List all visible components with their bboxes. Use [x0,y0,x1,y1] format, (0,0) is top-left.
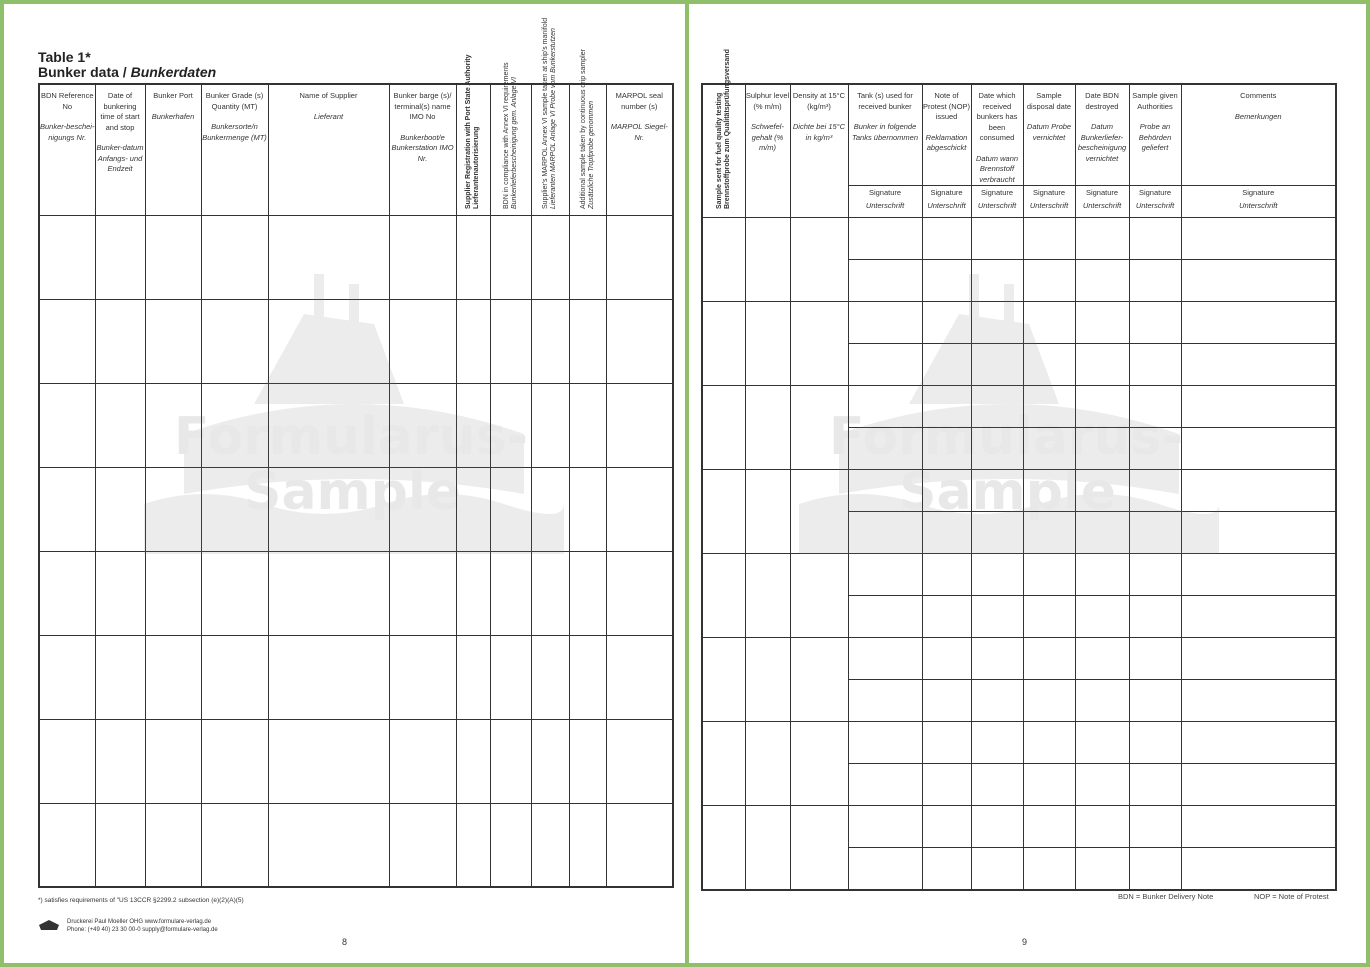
signature-entry-cell[interactable] [971,386,1023,428]
signature-entry-cell[interactable] [1023,428,1075,470]
signature-entry-cell[interactable] [1181,260,1336,302]
signature-entry-cell[interactable] [1129,680,1181,722]
entry-cell[interactable] [702,218,745,302]
watermark-line1: Formularus- [829,407,1184,467]
subtitle-de: Bunkerdaten [130,64,217,80]
entry-cell[interactable] [606,467,673,551]
entry-cell[interactable] [39,803,95,887]
signature-entry-cell[interactable] [1075,260,1129,302]
entry-cell[interactable] [201,803,268,887]
col-bunker-port: Bunker Port Bunkerhafen [145,84,201,215]
table-row [39,551,673,635]
signature-entry-cell[interactable] [848,722,922,764]
signature-entry-cell[interactable] [1181,596,1336,638]
signature-label: Signature Unterschrift [1075,186,1129,218]
signature-label: Signature Unterschrift [922,186,971,218]
col-sulphur-level: Sulphur level (% m/m) Schwefel-gehalt (% m/m) [745,84,790,218]
entry-cell[interactable] [201,467,268,551]
signature-entry-cell[interactable] [848,302,922,344]
signature-entry-cell[interactable] [1181,764,1336,806]
entry-cell[interactable] [490,719,531,803]
signature-label: Signature Unterschrift [1023,186,1075,218]
entry-cell[interactable] [531,215,569,299]
signature-entry-cell[interactable] [971,512,1023,554]
signature-entry-cell[interactable] [971,722,1023,764]
signature-entry-cell[interactable] [1129,596,1181,638]
signature-entry-cell[interactable] [848,512,922,554]
entry-cell[interactable] [790,638,848,722]
signature-entry-cell[interactable] [971,680,1023,722]
publisher-info: Druckerei Paul Moeller OHG www.formulare-verlag.de Phone: (+49 40) 23 30 00-0 supply@formulare-verlag.de [67,919,218,933]
signature-entry-cell[interactable] [848,260,922,302]
entry-cell[interactable] [490,551,531,635]
table-row [702,470,1336,512]
col-comments: Comments Bemerkungen [1181,84,1336,186]
entry-cell[interactable] [531,803,569,887]
signature-entry-cell[interactable] [971,260,1023,302]
entry-cell[interactable] [39,719,95,803]
signature-entry-cell[interactable] [1181,386,1336,428]
signature-entry-cell[interactable] [1075,428,1129,470]
signature-entry-cell[interactable] [971,554,1023,596]
signature-entry-cell[interactable] [922,764,971,806]
signature-entry-cell[interactable] [922,302,971,344]
col-date-of-bunkering: Date of bunkering time of start and stop Bunker-datum Anfangs- und Endzeit [95,84,145,215]
entry-cell[interactable] [790,386,848,470]
table-title: Table 1* [38,49,91,65]
entry-cell[interactable] [201,551,268,635]
entry-cell[interactable] [702,302,745,386]
entry-cell[interactable] [531,299,569,383]
signature-entry-cell[interactable] [1023,806,1075,848]
signature-entry-cell[interactable] [1181,470,1336,512]
signature-entry-cell[interactable] [1023,302,1075,344]
signature-entry-cell[interactable] [1181,554,1336,596]
entry-cell[interactable] [745,722,790,806]
entry-cell[interactable] [531,467,569,551]
signature-entry-cell[interactable] [848,596,922,638]
signature-entry-cell[interactable] [848,344,922,386]
entry-cell[interactable] [389,467,456,551]
entry-cell[interactable] [201,299,268,383]
entry-cell[interactable] [790,302,848,386]
entry-cell[interactable] [569,635,606,719]
entry-cell[interactable] [95,383,145,467]
signature-entry-cell[interactable] [971,848,1023,890]
col-additional-sample: Additional sample taken by continuous drip sampler Zusätzliche Tropfprobe genommen [569,84,606,215]
entry-cell[interactable] [790,722,848,806]
signature-entry-cell[interactable] [922,848,971,890]
col-tank-used: Tank (s) used for received bunker Bunker in folgende Tanks übernommen [848,84,922,186]
signature-entry-cell[interactable] [1129,554,1181,596]
signature-entry-cell[interactable] [1129,722,1181,764]
signature-entry-cell[interactable] [1129,638,1181,680]
entry-cell[interactable] [569,467,606,551]
entry-cell[interactable] [39,635,95,719]
publisher-logo-icon [37,918,61,932]
signature-entry-cell[interactable] [1023,680,1075,722]
table-row [39,467,673,551]
signature-entry-cell[interactable] [971,428,1023,470]
table-row [702,302,1336,344]
signature-entry-cell[interactable] [1075,512,1129,554]
entry-cell[interactable] [702,470,745,554]
col-date-bdn-destroyed: Date BDN destroyed Datum Bunkerliefer-bescheinigung vernichtet [1075,84,1129,186]
right-page [689,4,1366,963]
signature-entry-cell[interactable] [1075,470,1129,512]
signature-entry-cell[interactable] [848,470,922,512]
entry-cell[interactable] [606,551,673,635]
entry-cell[interactable] [490,383,531,467]
col-sample-given-authorities: Sample given Authorities Probe an Behörden geliefert [1129,84,1181,186]
entry-cell[interactable] [268,803,389,887]
table-row [702,218,1336,260]
signature-entry-cell[interactable] [971,344,1023,386]
signature-entry-cell[interactable] [848,680,922,722]
table-row [39,215,673,299]
signature-entry-cell[interactable] [1129,806,1181,848]
left-page [4,4,685,963]
entry-cell[interactable] [606,803,673,887]
entry-cell[interactable] [268,383,389,467]
signature-entry-cell[interactable] [1129,260,1181,302]
entry-cell[interactable] [490,299,531,383]
signature-entry-cell[interactable] [971,806,1023,848]
signature-entry-cell[interactable] [922,386,971,428]
entry-cell[interactable] [95,803,145,887]
entry-cell[interactable] [389,215,456,299]
entry-cell[interactable] [95,299,145,383]
col-marpol-seal-number: MARPOL seal number (s) MARPOL Siegel-Nr. [606,84,673,215]
entry-cell[interactable] [389,383,456,467]
signature-entry-cell[interactable] [1075,554,1129,596]
header-row [702,84,1336,186]
signature-entry-cell[interactable] [848,428,922,470]
entry-cell[interactable] [389,635,456,719]
entry-cell[interactable] [745,806,790,890]
entry-cell[interactable] [531,551,569,635]
entry-cell[interactable] [569,215,606,299]
signature-entry-cell[interactable] [922,428,971,470]
entry-cell[interactable] [456,635,490,719]
entry-cell[interactable] [95,467,145,551]
signature-entry-cell[interactable] [1181,344,1336,386]
signature-entry-cell[interactable] [971,764,1023,806]
entry-cell[interactable] [145,551,201,635]
entry-cell[interactable] [531,719,569,803]
entry-cell[interactable] [201,635,268,719]
entry-cell[interactable] [456,551,490,635]
entry-cell[interactable] [95,551,145,635]
entry-cell[interactable] [569,383,606,467]
entry-cell[interactable] [569,803,606,887]
entry-cell[interactable] [456,719,490,803]
entry-cell[interactable] [702,386,745,470]
entry-cell[interactable] [569,719,606,803]
signature-entry-cell[interactable] [971,218,1023,260]
signature-entry-cell[interactable] [971,596,1023,638]
entry-cell[interactable] [702,554,745,638]
signature-entry-cell[interactable] [922,638,971,680]
table-row [39,719,673,803]
entry-cell[interactable] [39,215,95,299]
signature-entry-cell[interactable] [848,806,922,848]
signature-entry-cell[interactable] [1075,344,1129,386]
entry-cell[interactable] [389,803,456,887]
signature-entry-cell[interactable] [1023,260,1075,302]
entry-cell[interactable] [606,299,673,383]
watermark-line1: Formularus- [174,407,529,467]
signature-entry-cell[interactable] [1075,596,1129,638]
entry-cell[interactable] [145,719,201,803]
col-sample-disposal: Sample disposal date Datum Probe vernichtet [1023,84,1075,186]
page-number-right: 9 [1022,937,1028,947]
entry-cell[interactable] [490,635,531,719]
table-row [39,635,673,719]
header-row [39,84,673,215]
entry-cell[interactable] [389,719,456,803]
entry-cell[interactable] [95,635,145,719]
signature-entry-cell[interactable] [922,554,971,596]
signature-entry-cell[interactable] [1075,638,1129,680]
entry-cell[interactable] [268,635,389,719]
signature-entry-cell[interactable] [1181,302,1336,344]
signature-entry-cell[interactable] [922,680,971,722]
signature-entry-cell[interactable] [1023,638,1075,680]
col-name-of-supplier: Name of Supplier Lieferant [268,84,389,215]
signature-entry-cell[interactable] [1023,344,1075,386]
entry-cell[interactable] [456,383,490,467]
entry-cell[interactable] [268,299,389,383]
col-bdn-reference: BDN Reference No Bunker-beschei-nigungs Nr. [39,84,95,215]
signature-entry-cell[interactable] [1129,302,1181,344]
page-number-left: 8 [342,937,348,947]
signature-entry-cell[interactable] [1181,722,1336,764]
signature-entry-cell[interactable] [1023,386,1075,428]
entry-cell[interactable] [490,803,531,887]
signature-label: Signature Unterschrift [1129,186,1181,218]
col-bdn-compliance: BDN in compliance with Annex VI requirements Bunkerlieferbescheinigung gem. Anlage VI [490,84,531,215]
signature-entry-cell[interactable] [1075,218,1129,260]
entry-cell[interactable] [39,383,95,467]
signature-entry-cell[interactable] [848,764,922,806]
signature-entry-cell[interactable] [971,638,1023,680]
signature-entry-cell[interactable] [1075,764,1129,806]
entry-cell[interactable] [389,299,456,383]
signature-entry-cell[interactable] [1023,512,1075,554]
signature-entry-cell[interactable] [922,260,971,302]
entry-cell[interactable] [456,803,490,887]
entry-cell[interactable] [790,806,848,890]
watermark-line2: Sample [244,462,462,522]
watermark-line2: Sample [899,462,1117,522]
signature-entry-cell[interactable] [1181,806,1336,848]
signature-entry-cell[interactable] [971,470,1023,512]
signature-entry-cell[interactable] [1075,722,1129,764]
signature-entry-cell[interactable] [1181,428,1336,470]
col-note-of-protest: Note of Protest (NOP) issued Reklamation abgeschickt [922,84,971,186]
signature-entry-cell[interactable] [1023,470,1075,512]
signature-label: Signature Unterschrift [971,186,1023,218]
legend-nop: NOP = Note of Protest [1254,892,1329,901]
entry-cell[interactable] [145,467,201,551]
entry-cell[interactable] [790,554,848,638]
entry-cell[interactable] [702,638,745,722]
signature-entry-cell[interactable] [1181,848,1336,890]
entry-cell[interactable] [745,302,790,386]
signature-entry-cell[interactable] [922,806,971,848]
signature-entry-cell[interactable] [971,302,1023,344]
table-row [702,722,1336,764]
table-row [39,299,673,383]
entry-cell[interactable] [268,215,389,299]
signature-entry-cell[interactable] [1075,680,1129,722]
entry-cell[interactable] [39,467,95,551]
signature-entry-cell[interactable] [1129,344,1181,386]
subtitle-en: Bunker data / [38,64,127,80]
signature-entry-cell[interactable] [1023,554,1075,596]
entry-cell[interactable] [490,215,531,299]
entry-cell[interactable] [39,551,95,635]
col-marpol-sample: Supplier's MARPOL Annex VI sample taken at ship's manifold Lieferanten MARPOL Anlage VI Probe vom Bunkerstutzen [531,84,569,215]
entry-cell[interactable] [145,215,201,299]
entry-cell[interactable] [531,635,569,719]
signature-entry-cell[interactable] [922,218,971,260]
entry-cell[interactable] [456,299,490,383]
signature-entry-cell[interactable] [922,722,971,764]
entry-cell[interactable] [201,215,268,299]
entry-cell[interactable] [569,299,606,383]
signature-entry-cell[interactable] [922,344,971,386]
signature-entry-cell[interactable] [1075,806,1129,848]
signature-entry-cell[interactable] [1129,848,1181,890]
footnote: *) satisfies requirements of "US 13CCR §2299.2 subsection (e)(2)(A)(5) [38,897,244,904]
signature-entry-cell[interactable] [1129,470,1181,512]
entry-cell[interactable] [745,554,790,638]
entry-cell[interactable] [745,218,790,302]
entry-cell[interactable] [145,803,201,887]
entry-cell[interactable] [569,551,606,635]
signature-entry-cell[interactable] [1181,638,1336,680]
table-subtitle [38,64,216,80]
table-row [702,554,1336,596]
entry-cell[interactable] [39,299,95,383]
entry-cell[interactable] [702,806,745,890]
entry-cell[interactable] [745,386,790,470]
entry-cell[interactable] [268,551,389,635]
entry-cell[interactable] [268,719,389,803]
entry-cell[interactable] [745,470,790,554]
entry-cell[interactable] [456,215,490,299]
signature-entry-cell[interactable] [1181,512,1336,554]
signature-entry-cell[interactable] [848,638,922,680]
entry-cell[interactable] [531,383,569,467]
col-supplier-registration: Supplier Registration with Port State Authority Lieferantenautorisierung [456,84,490,215]
table-row [702,806,1336,848]
entry-cell[interactable] [606,719,673,803]
entry-cell[interactable] [606,383,673,467]
entry-cell[interactable] [201,383,268,467]
signature-label: Signature Unterschrift [848,186,922,218]
signature-entry-cell[interactable] [1129,218,1181,260]
entry-cell[interactable] [790,218,848,302]
table-row [39,383,673,467]
signature-entry-cell[interactable] [1075,302,1129,344]
col-sample-sent: Sample sent for fuel quality testing Brennstoffprobe zum Qualitätsprüfungsversand [702,84,745,218]
signature-entry-cell[interactable] [848,848,922,890]
entry-cell[interactable] [790,470,848,554]
legend-bdn: BDN = Bunker Delivery Note [1118,892,1214,901]
entry-cell[interactable] [95,719,145,803]
entry-cell[interactable] [389,551,456,635]
signature-entry-cell[interactable] [848,218,922,260]
signature-entry-cell[interactable] [1023,764,1075,806]
signature-entry-cell[interactable] [1129,386,1181,428]
entry-cell[interactable] [456,467,490,551]
signature-entry-cell[interactable] [1023,848,1075,890]
entry-cell[interactable] [145,635,201,719]
bunker-data-table-continued [701,49,1337,891]
signature-entry-cell[interactable] [922,596,971,638]
signature-label: Signature Unterschrift [1181,186,1336,218]
table-row [702,638,1336,680]
col-density: Density at 15°C (kg/m³) Dichte bei 15°C in kg/m³ [790,84,848,218]
signature-entry-cell[interactable] [922,470,971,512]
signature-entry-cell[interactable] [922,512,971,554]
entry-cell[interactable] [606,215,673,299]
signature-entry-cell[interactable] [848,554,922,596]
signature-entry-cell[interactable] [1129,764,1181,806]
col-bunker-grade: Bunker Grade (s) Quantity (MT) Bunkersorte/n Bunkermenge (MT) [201,84,268,215]
signature-entry-cell[interactable] [848,386,922,428]
signature-entry-cell[interactable] [1129,512,1181,554]
entry-cell[interactable] [745,638,790,722]
signature-entry-cell[interactable] [1181,680,1336,722]
table-row [702,386,1336,428]
entry-cell[interactable] [145,383,201,467]
signature-entry-cell[interactable] [1181,218,1336,260]
signature-entry-cell[interactable] [1075,848,1129,890]
signature-entry-cell[interactable] [1023,218,1075,260]
signature-entry-cell[interactable] [1023,596,1075,638]
entry-cell[interactable] [606,635,673,719]
table-row [39,803,673,887]
entry-cell[interactable] [490,467,531,551]
entry-cell[interactable] [145,299,201,383]
signature-entry-cell[interactable] [1129,428,1181,470]
signature-entry-cell[interactable] [1023,722,1075,764]
col-bunker-barge: Bunker barge (s)/ terminal(s) name IMO No Bunkerboot/e Bunkerstation IMO Nr. [389,84,456,215]
signature-entry-cell[interactable] [1075,386,1129,428]
entry-cell[interactable] [95,215,145,299]
col-date-consumed: Date which received bunkers has been consumed Datum wann Brennstoff verbraucht [971,84,1023,186]
entry-cell[interactable] [702,722,745,806]
entry-cell[interactable] [201,719,268,803]
entry-cell[interactable] [268,467,389,551]
